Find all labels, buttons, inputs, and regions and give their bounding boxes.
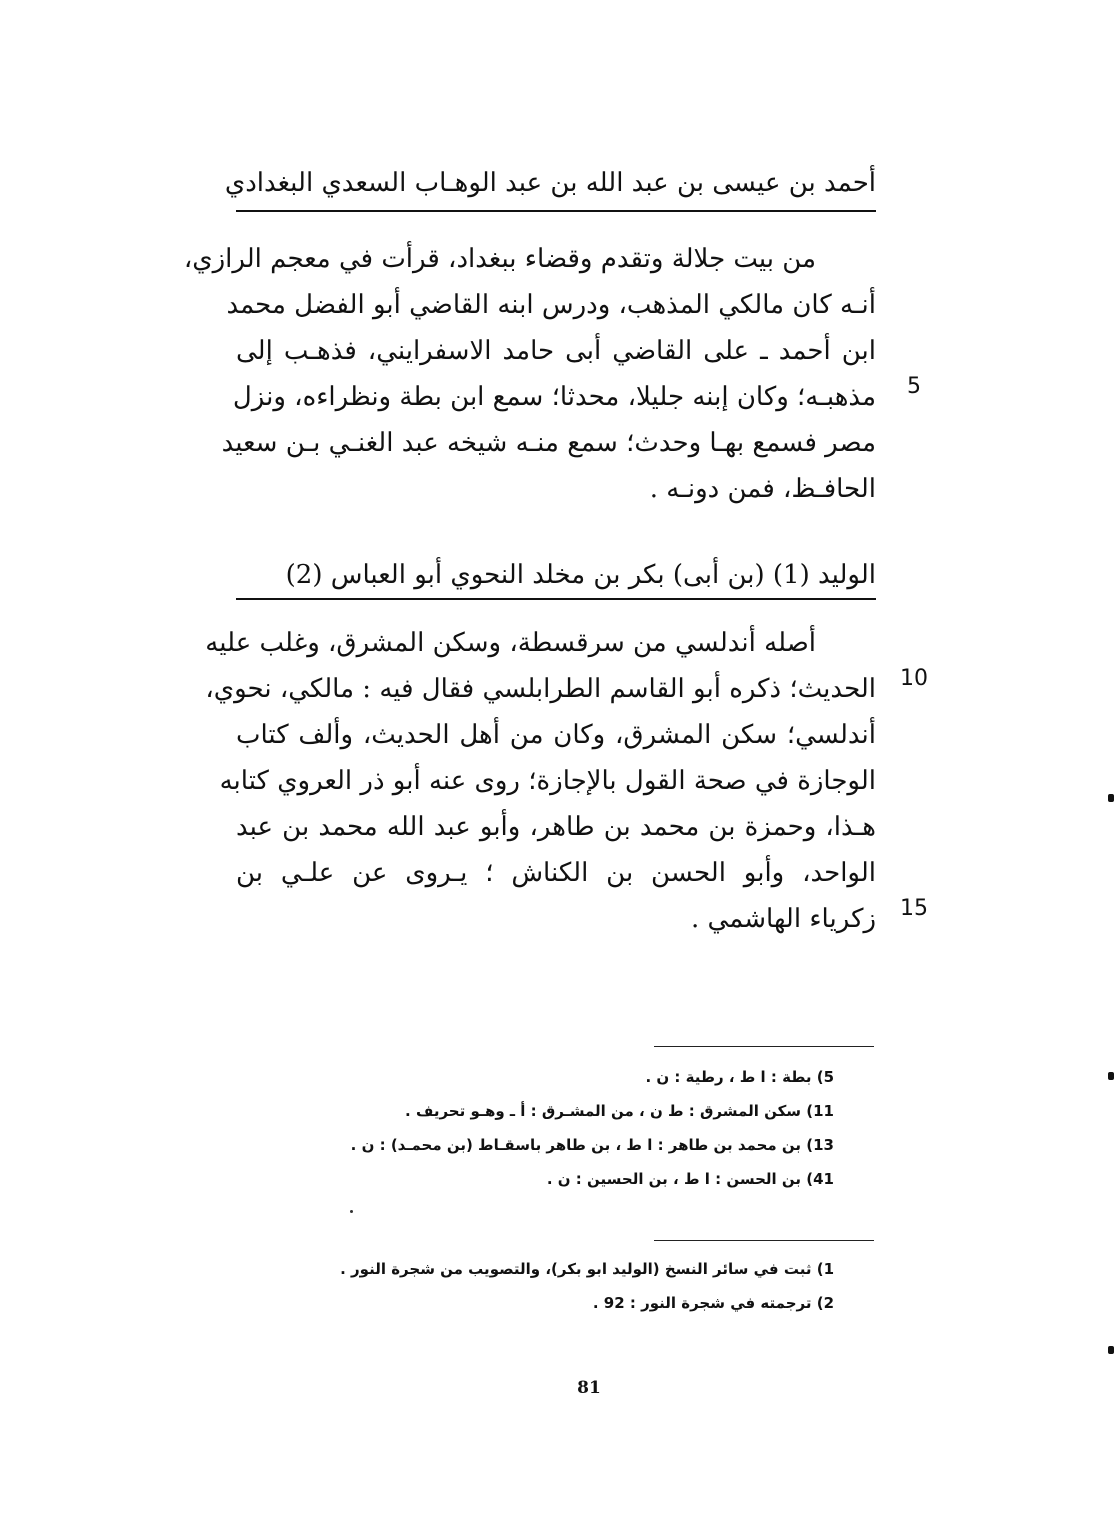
footnotes [222,1252,834,1320]
margin-mark [1108,794,1114,802]
margin-mark [1108,1072,1114,1080]
heading-rule [236,598,876,600]
line-number: 10 [900,666,928,691]
page-number: 81 [577,1378,601,1398]
line-number: 5 [907,374,921,399]
variant-note: 11) سكن المشرق : ط ن ، من المشـرق : أ ـ وهـو تحريف . [405,1102,834,1120]
text-line: الوجازة في صحة القول بالإجازة؛ روى عنه أبو ذر العروي كتابه [219,766,876,796]
margin-mark [1108,1346,1114,1354]
text-line: أصله أندلسي من سرقسطة، وسكن المشرق، وغلب عليه [205,628,816,658]
heading-rule [236,210,876,212]
text-line: مذهبـه؛ وكان إبنه جليلا، محدثا؛ سمع ابن بطة ونظراءه، ونزل [232,382,876,412]
text-line: أنـه كان مالكي المذهب، ودرس ابنه القاضي أبو الفضل محمد [226,290,876,320]
footnotes-rule [654,1240,874,1241]
variant-note: 5) بطة : ا ط ، رطية : ن . [645,1068,834,1086]
entry-heading-walid: الوليد (1) (بن أبى) بكر بن مخلد النحوي أبو العباس (2) [285,560,876,590]
line-number: 15 [900,896,928,921]
variant-note: 41) بن الحسن : ا ط ، بن الحسين : ن . [546,1170,834,1188]
text-line: ابن أحمد ـ على القاضي أبى حامد الاسفرايني، فذهـب إلى [236,336,876,366]
scan-speck [350,1210,353,1213]
notes-rule [654,1046,874,1047]
text-line: الحديث؛ ذكره أبو القاسم الطرابلسي فقال فيه : مالكي، نحوي، [205,674,876,704]
footnote: 2) ترجمته في شجرة النور : 92 . [592,1294,834,1312]
entry-body-ahmad [183,236,876,512]
text-line: هـذا، وحمزة بن محمد بن طاهر، وأبو عبد الله محمد بن عبد [236,812,876,842]
footnote: 1) ثبت في سائر النسخ (الوليد ابو بكر)، والتصويب من شجرة النور . [340,1260,834,1278]
text-line: من بيت جلالة وتقدم وقضاء ببغداد، قرأت في معجم الرازي، [183,244,816,274]
entry-heading-ahmad: أحمد بن عيسى بن عبد الله بن عبد الوهـاب السعدي البغدادي [224,168,876,198]
text-line: الواحد، وأبو الحسن بن الكناش ؛ يـروى عن علـي بن [236,858,876,888]
text-line: زكرياء الهاشمي . [691,904,876,934]
variant-note: 13) بن محمد بن طاهر : ا ط ، بن طاهر باسقـاط (بن محمـد) : ن . [350,1136,834,1154]
text-line: الحافـظ، فمن دونـه . [649,474,876,504]
text-line: مصر فسمع بهـا وحدث؛ سمع منـه شيخه عبد الغنـي بـن سعيد [221,428,876,458]
variant-notes [222,1060,834,1196]
text-line: أندلسي؛ سكن المشرق، وكان من أهل الحديث، وألف كتاب [236,720,876,750]
entry-body-walid [205,620,876,942]
